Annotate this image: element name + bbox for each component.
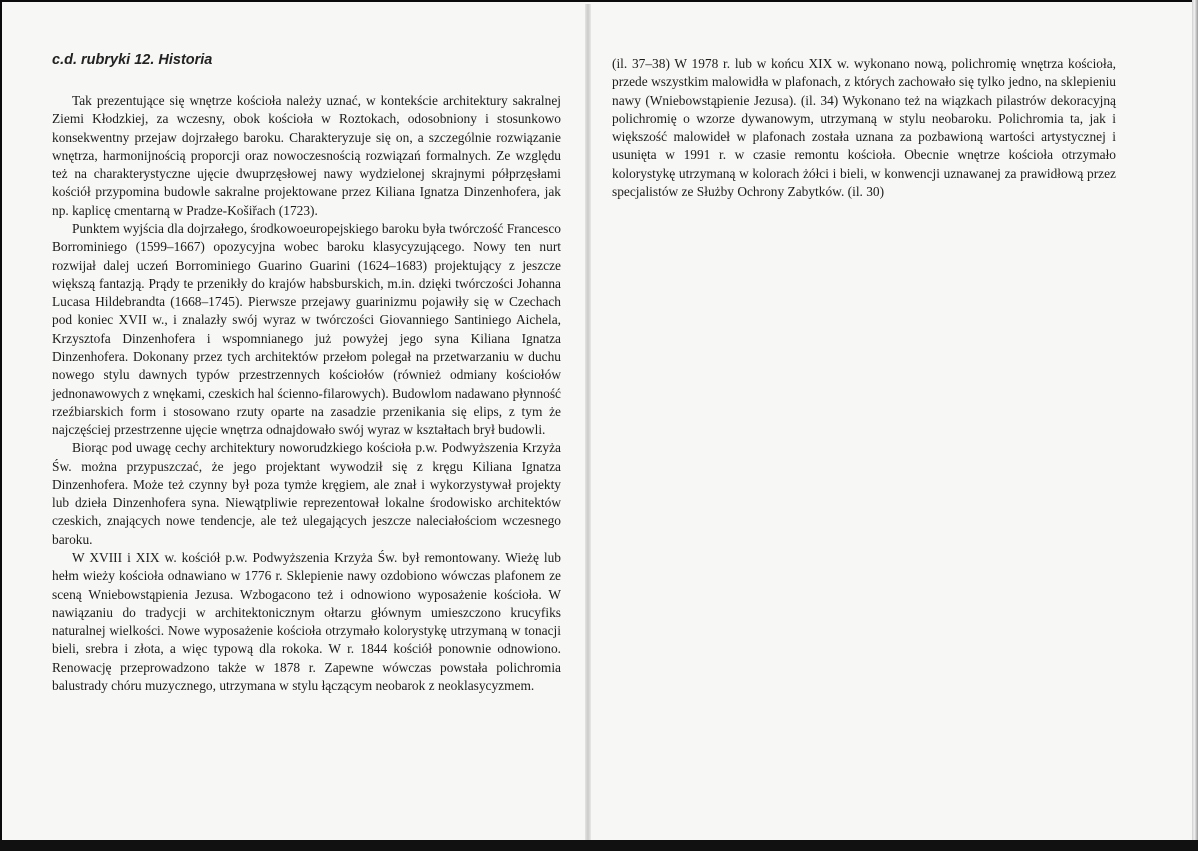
scan-edge-bottom	[0, 840, 1198, 851]
paragraph: Punktem wyjścia dla dojrzałego, środkowoeuropejskiego baroku była twórczość Francesco Borrominiego (1599–1667) opozycyjna wobec baroku klasycyzującego. Nowy ten nurt rozwijał dalej uczeń Borrominiego Guarino Guarini (1624–1683) projektujący z jeszcze większą fantazją. Prądy te przenikły do krajów habsburskich, m.in. dzięki twórczości Johanna Lucasa Hildebrandta (1668–1745). Pierwsze przejawy guarinizmu pojawiły się w Czechach pod koniec XVII w., i znalazły swój wyraz w twórczości Giovanniego Santiniego Aichela, Krzysztofa Dinzenhofera i wspomnianego już powyżej jego syna Kiliana Ignatza Dinzenhofera. Dokonany przez tych architektów przełom polegał na przetwarzaniu w duchu nowego stylu dawnych typów przestrzennych kościołów (również odmiany kościołów jednonawowych z wnękami, czeskich hal ścienno-filarowych). Budowlom nadawano płynność rzeźbiarskich form i stosowano rzuty oparte na zasadzie przenikania się elips, z tym że najczęściej przestrzenne ujęcie wnętrza odnajdowało swój wyraz w kształtach brył budowli.	[52, 220, 561, 438]
page-fold	[585, 4, 591, 842]
paragraph: (il. 37–38) W 1978 r. lub w końcu XIX w. wykonano nową, polichromię wnętrza kościoła, przede wszystkim malowidła w plafonach, z których zachowało się tylko jedno, na sklepieniu nawy (Wniebowstąpienie Jezusa). (il. 34) Wykonano też na wiązkach pilastrów dekoracyjną polichromię o wzorze dywanowym, utrzymaną w stylu neobaroku. Polichromia ta, jak i większość malowideł w plafonach została uznana za pozbawioną wartości artystycznej i usunięta w 1991 r. w czasie remontu kościoła. Obecnie wnętrze kościoła otrzymało kolorystykę utrzymaną w kolorach żółci i bieli, w konwencji uznawanej za prawidłową przez specjalistów ze Służby Ochrony Zabytków. (il. 30)	[612, 56, 1116, 199]
left-text-column	[52, 92, 561, 695]
paper-edge-right	[1192, 0, 1198, 851]
paragraph: W XVIII i XIX w. kościół p.w. Podwyższenia Krzyża Św. był remontowany. Wieżę lub hełm wieży kościoła odnawiano w 1776 r. Sklepienie nawy ozdobiono wówczas plafonem ze sceną Wniebowstąpienia Jezusa. Wzbogacono też i odnowiono wyposażenie kościoła. W nawiązaniu do tradycji w architektonicznym ołtarzu głównym umieszczono krucyfiks naturalnej wielkości. Nowe wyposażenie kościoła otrzymało kolorystykę utrzymaną w tonacji bieli, srebra i złota, a więc typową dla rokoka. W r. 1844 kościół ponownie odnowiono. Renowację przeprowadzono także w 1878 r. Zapewne wówczas powstała polichromia balustrady chóru muzycznego, utrzymana w stylu łączącym neobarok z neoklasycyzmem.	[52, 550, 561, 693]
right-text-column	[612, 55, 1116, 201]
paragraph: Biorąc pod uwagę cechy architektury noworudzkiego kościoła p.w. Podwyższenia Krzyża Św. można przypuszczać, że jego projektant wywodził się z kręgu Kiliana Ignatza Dinzenhofera. Może też czynny był poza tymże kręgiem, ale znał i wykorzystywał projekty lub dzieła Dinzenhofera syna. Niewątpliwie reprezentował lokalne środowisko architektów czeskich, znających nowe tendencje, ale też ulegających jeszcze naleciałościom wczesnego baroku.	[52, 440, 561, 547]
rubric-heading: c.d. rubryki 12. Historia	[52, 52, 213, 68]
paragraph: Tak prezentujące się wnętrze kościoła należy uznać, w kontekście architektury sakralnej Ziemi Kłodzkiej, za wczesny, obok kościoła w Roztokach, odosobniony i stosunkowo konsekwentny przejaw dojrzałego baroku. Charakteryzuje się on, a szczególnie rozwiązanie wnętrza, harmonijnością proporcji oraz nowoczesnością rozwiązań formalnych. Ze względu też na charakterystyczne ujęcie dwuprzęsłowej nawy wydzielonej skrajnymi półprzęsłami kościół przypomina budowle sakralne projektowane przez Kiliana Ignatza Dinzenhofera, jak np. kaplicę cmentarną w Pradze-Košiřach (1723).	[52, 93, 561, 218]
